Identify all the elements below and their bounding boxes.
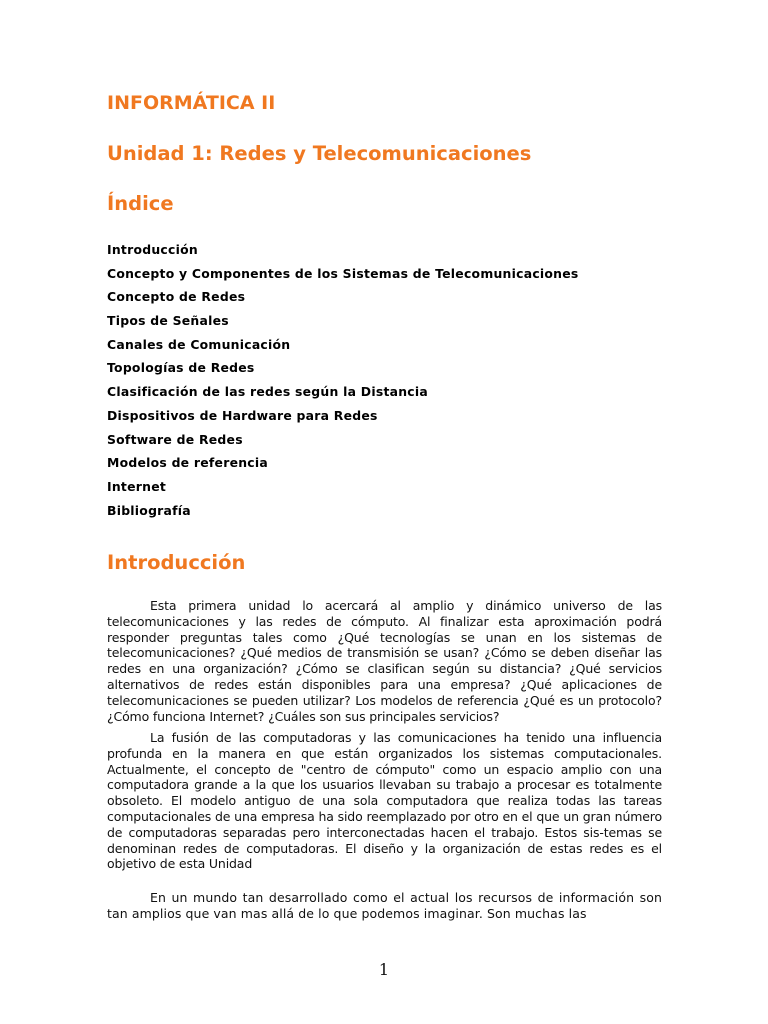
intro-paragraph-1: Esta primera unidad lo acercará al amplio y dinámico universo de las telecomunicaciones y las redes de cómputo. Al finalizar esta aproximación podrá responder preguntas tales como ¿Qué tecnologías se unan en los sistemas de telecomunicaciones? ¿Qué medios de transmisión se usan? ¿Cómo se deben diseñar las redes en una organización? ¿Cómo se clasifican según su distancia? ¿Qué servicios alternativos de redes están disponibles para una empresa? ¿Qué aplicaciones de telecomunicaciones se pueden utilizar? Los modelos de referencia ¿Qué es un protocolo? ¿Cómo funciona Internet? ¿Cuáles son sus principales servicios? xyxy=(107,598,662,724)
toc-item-introduccion[interactable]: Introducción xyxy=(107,242,198,257)
toc-item-tipos-senales[interactable]: Tipos de Señales xyxy=(107,313,229,329)
toc-item-canales-comunicacion[interactable]: Canales de Comunicación xyxy=(107,336,291,352)
toc-item-bibliografia[interactable]: Bibliografía xyxy=(107,502,191,518)
intro-heading: Introducción xyxy=(107,551,246,574)
intro-paragraph-2: La fusión de las computadoras y las comunicaciones ha tenido una influencia profunda en la manera en que están organizados los sistemas computacionales. Actualmente, el concepto de "centro de cómputo" como un espacio amplio con una computadora grande a la que los usuarios llevaban su trabajo a procesar es totalmente obsoleto. El modelo antiguo de una sola computadora que realiza todas las tareas computacionales de una empresa ha sido reemplazado por otro en el que un gran número de computadoras separadas pero interconectadas hacen el trabajo. Estos sis-temas se denominan redes de computadoras. El diseño y la organización de estas redes es el objetivo de esta Unidad xyxy=(107,730,662,872)
toc-item-internet[interactable]: Internet xyxy=(107,478,167,494)
page-number: 1 xyxy=(378,960,390,979)
course-title: INFORMÁTICA II xyxy=(107,92,276,114)
toc-item-topologias[interactable]: Topologías de Redes xyxy=(107,360,255,376)
toc-item-concepto-componentes[interactable]: Concepto y Componentes de los Sistemas de Telecomunicaciones xyxy=(107,265,579,281)
toc-item-clasificacion[interactable]: Clasificación de las redes según la Distancia xyxy=(107,384,429,400)
toc-item-dispositivos-hardware[interactable]: Dispositivos de Hardware para Redes xyxy=(107,407,378,423)
toc-item-concepto-redes[interactable]: Concepto de Redes xyxy=(107,289,246,305)
toc-item-modelos-referencia[interactable]: Modelos de referencia xyxy=(107,455,268,471)
toc-item-software-redes[interactable]: Software de Redes xyxy=(107,431,243,447)
index-heading: Índice xyxy=(107,192,174,215)
unit-title: Unidad 1: Redes y Telecomunicaciones xyxy=(107,142,532,165)
table-of-contents xyxy=(107,240,579,524)
intro-paragraph-3: En un mundo tan desarrollado como el actual los recursos de información son tan amplios que van mas allá de lo que podemos imaginar. Son muchas las xyxy=(107,890,662,921)
